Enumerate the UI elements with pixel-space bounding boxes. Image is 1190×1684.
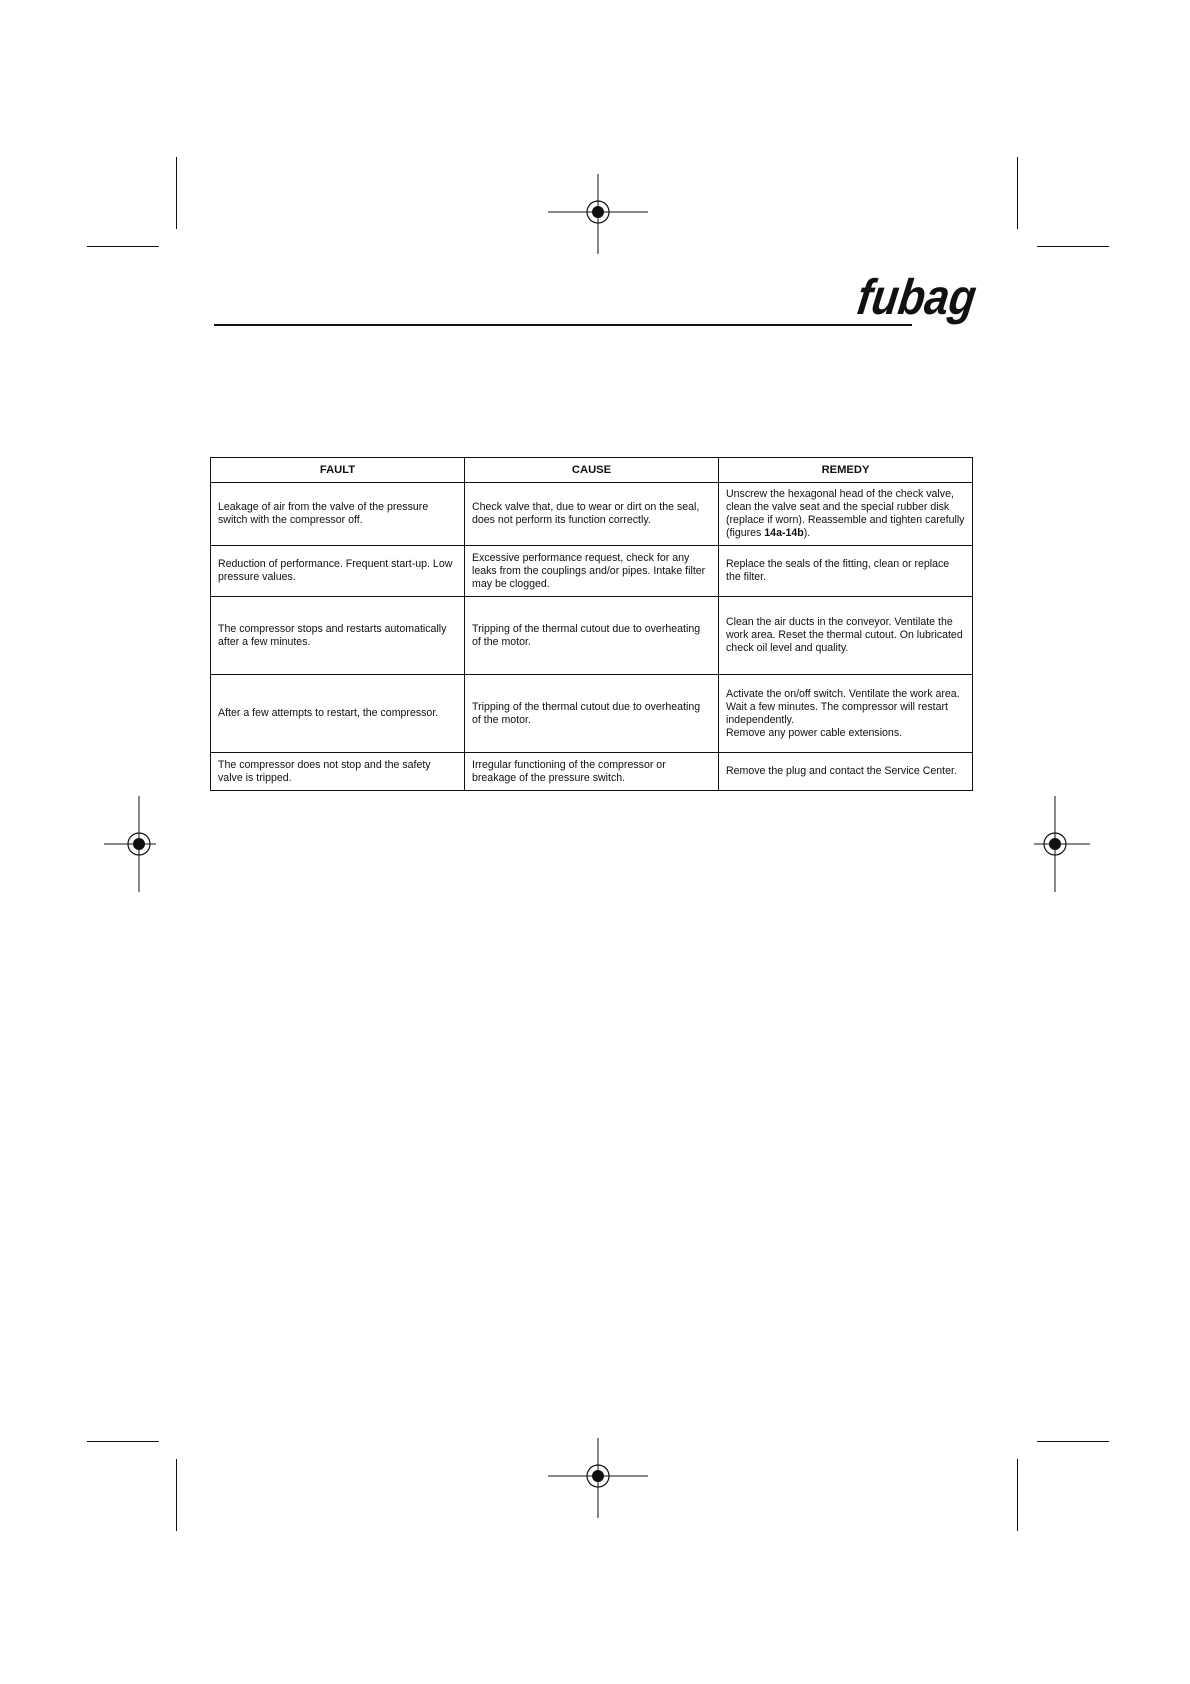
table-row bbox=[211, 675, 973, 753]
table-row bbox=[211, 597, 973, 675]
fault-cell: Reduction of performance. Frequent start-up. Low pressure values. bbox=[211, 546, 465, 597]
crop-mark bbox=[87, 246, 159, 247]
table-row bbox=[211, 546, 973, 597]
header-fault: FAULT bbox=[211, 458, 465, 483]
remedy-text-tail: ). bbox=[803, 527, 811, 539]
remedy-text-line2: Remove any power cable extensions. bbox=[726, 726, 903, 739]
registration-mark-right bbox=[1034, 796, 1090, 892]
remedy-cell: Remove the plug and contact the Service Center. bbox=[719, 753, 973, 791]
cause-cell: Tripping of the thermal cutout due to overheating of the motor. bbox=[465, 675, 719, 753]
figure-reference: 14a-14b bbox=[764, 527, 804, 539]
remedy-cell bbox=[719, 675, 973, 753]
svg-text:fubag: fubag bbox=[853, 269, 998, 325]
crop-mark bbox=[1037, 1441, 1109, 1442]
header-rule bbox=[214, 324, 912, 326]
fubag-logo bbox=[853, 268, 998, 332]
header-remedy: REMEDY bbox=[719, 458, 973, 483]
table-header-row bbox=[211, 458, 973, 483]
fault-cell: Leakage of air from the valve of the pressure switch with the compressor off. bbox=[211, 483, 465, 546]
crop-mark bbox=[1017, 1459, 1018, 1531]
crop-mark bbox=[176, 157, 177, 229]
crop-mark bbox=[176, 1459, 177, 1531]
crop-mark bbox=[1017, 157, 1018, 229]
cause-cell: Tripping of the thermal cutout due to overheating of the motor. bbox=[465, 597, 719, 675]
table-row bbox=[211, 753, 973, 791]
registration-mark-top bbox=[548, 174, 648, 254]
crop-mark bbox=[87, 1441, 159, 1442]
cause-cell: Check valve that, due to wear or dirt on the seal, does not perform its function correctly. bbox=[465, 483, 719, 546]
remedy-cell: Replace the seals of the fitting, clean or replace the filter. bbox=[719, 546, 973, 597]
crop-mark bbox=[1037, 246, 1109, 247]
cause-cell: Irregular functioning of the compressor or breakage of the pressure switch. bbox=[465, 753, 719, 791]
fault-cell: After a few attempts to restart, the compressor. bbox=[211, 675, 465, 753]
table-row bbox=[211, 483, 973, 546]
header-cause: CAUSE bbox=[465, 458, 719, 483]
troubleshooting-table bbox=[210, 457, 973, 791]
remedy-cell: Clean the air ducts in the conveyor. Ventilate the work area. Reset the thermal cutout. On lubricated check oil level and quality. bbox=[719, 597, 973, 675]
registration-mark-bottom bbox=[548, 1438, 648, 1518]
remedy-text: Unscrew the hexagonal head of the check valve, clean the valve seat and the special rubber disk (replace if worn). Reassemble and tighten carefully (figures bbox=[726, 488, 965, 539]
remedy-text: Activate the on/off switch. Ventilate the work area. Wait a few minutes. The compressor will restart independently. bbox=[726, 687, 960, 726]
registration-mark-left bbox=[104, 796, 156, 892]
fault-cell: The compressor stops and restarts automatically after a few minutes. bbox=[211, 597, 465, 675]
remedy-cell bbox=[719, 483, 973, 546]
cause-cell: Excessive performance request, check for any leaks from the couplings and/or pipes. Intake filter may be clogged. bbox=[465, 546, 719, 597]
fault-cell: The compressor does not stop and the safety valve is tripped. bbox=[211, 753, 465, 791]
